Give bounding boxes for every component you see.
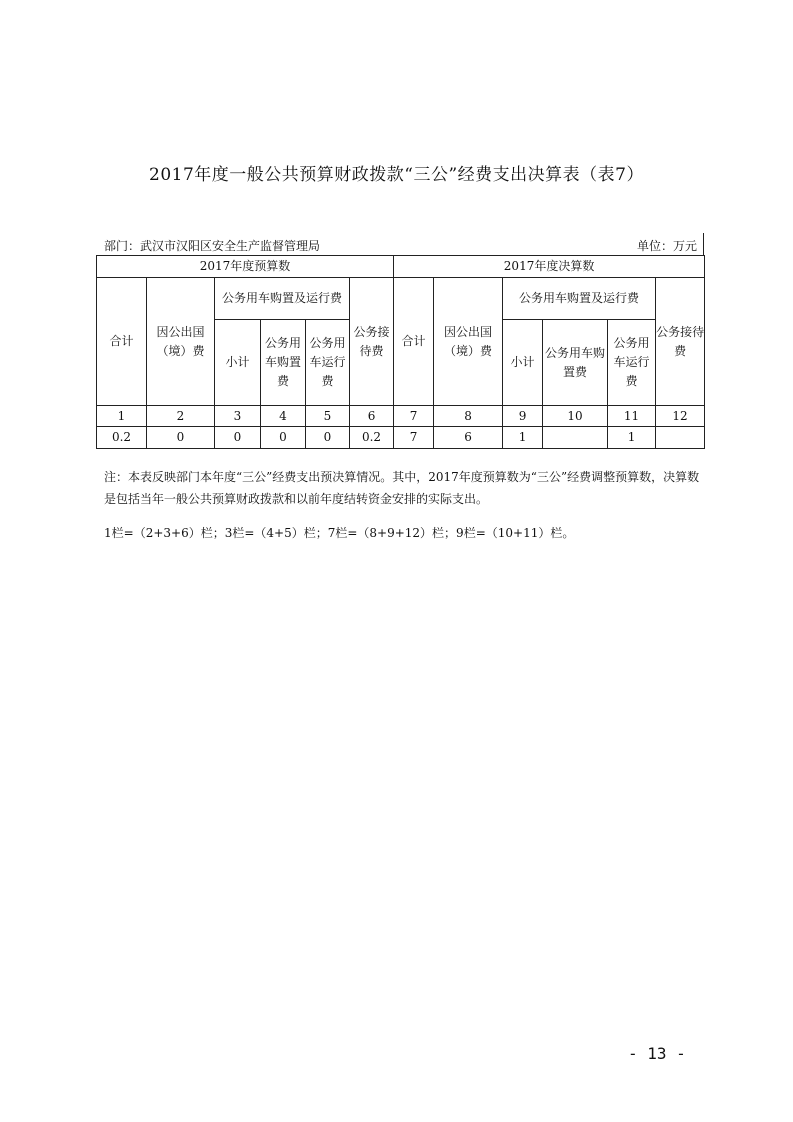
column-formula: 1栏=（2+3+6）栏；3栏=（4+5）栏；7栏=（8+9+12）栏；9栏=（10+11）栏。 bbox=[104, 526, 575, 540]
column-number: 10 bbox=[543, 406, 608, 427]
page-number: - 13 - bbox=[628, 1044, 686, 1063]
actual-header: 2017年度决算数 bbox=[394, 256, 705, 278]
actual-vehicle-run-header: 公务用车运行费 bbox=[608, 320, 656, 406]
table-meta bbox=[100, 233, 704, 255]
three-public-expenditure-table bbox=[96, 255, 705, 449]
column-number: 11 bbox=[608, 406, 656, 427]
value-cell: 0.2 bbox=[350, 427, 394, 449]
actual-abroad-header: 因公出国（境）费 bbox=[434, 278, 503, 406]
budget-subtotal-header: 小计 bbox=[215, 320, 261, 406]
unit-label: 单位：万元 bbox=[636, 239, 697, 253]
value-cell: 0 bbox=[261, 427, 306, 449]
column-number: 12 bbox=[656, 406, 705, 427]
value-cell: 1 bbox=[608, 427, 656, 449]
column-number: 9 bbox=[503, 406, 543, 427]
budget-abroad-header: 因公出国（境）费 bbox=[147, 278, 215, 406]
actual-vehicle-group-header: 公务用车购置及运行费 bbox=[503, 278, 656, 320]
value-cell: 0 bbox=[147, 427, 215, 449]
actual-vehicle-purchase-header: 公务用车购置费 bbox=[543, 320, 608, 406]
value-cell bbox=[656, 427, 705, 449]
table-note: 注：本表反映部门本年度“三公”经费支出预决算情况。其中，2017年度预算数为“三公”经费调整预算数，决算数是包括当年一般公共预算财政拨款和以前年度结转资金安排的实际支出。 bbox=[104, 470, 700, 506]
value-row bbox=[97, 427, 705, 449]
actual-subtotal-header: 小计 bbox=[503, 320, 543, 406]
budget-vehicle-purchase-header: 公务用车购置费 bbox=[261, 320, 306, 406]
column-number: 5 bbox=[306, 406, 350, 427]
actual-total-header: 合计 bbox=[394, 278, 434, 406]
actual-reception-header: 公务接待费 bbox=[656, 278, 705, 406]
column-number: 3 bbox=[215, 406, 261, 427]
page-title: 2017年度一般公共预算财政拨款“三公”经费支出决算表（表7） bbox=[149, 165, 644, 185]
department-label: 部门：武汉市汉阳区安全生产监督管理局 bbox=[104, 239, 321, 253]
budget-vehicle-group-header: 公务用车购置及运行费 bbox=[215, 278, 350, 320]
budget-header: 2017年度预算数 bbox=[97, 256, 394, 278]
column-number: 8 bbox=[434, 406, 503, 427]
column-number: 7 bbox=[394, 406, 434, 427]
budget-vehicle-run-header: 公务用车运行费 bbox=[306, 320, 350, 406]
value-cell: 0 bbox=[306, 427, 350, 449]
value-cell: 6 bbox=[434, 427, 503, 449]
value-cell: 7 bbox=[394, 427, 434, 449]
column-number-row bbox=[97, 406, 705, 427]
column-number: 2 bbox=[147, 406, 215, 427]
value-cell bbox=[543, 427, 608, 449]
column-number: 4 bbox=[261, 406, 306, 427]
value-cell: 0 bbox=[215, 427, 261, 449]
budget-total-header: 合计 bbox=[97, 278, 147, 406]
value-cell: 1 bbox=[503, 427, 543, 449]
column-number: 1 bbox=[97, 406, 147, 427]
budget-reception-header: 公务接待费 bbox=[350, 278, 394, 406]
value-cell: 0.2 bbox=[97, 427, 147, 449]
column-number: 6 bbox=[350, 406, 394, 427]
